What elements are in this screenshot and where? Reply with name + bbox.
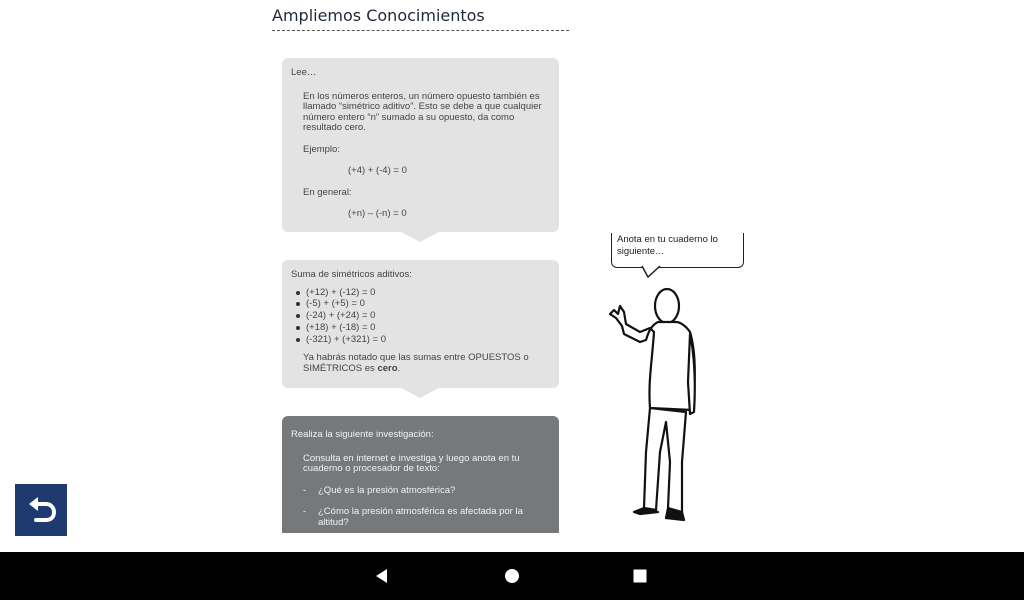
research-question-text: ¿Qué es la presión atmosférica? (318, 484, 456, 496)
general-formula: (+n) – (-n) = 0 (348, 208, 407, 219)
circle-home-icon (504, 568, 520, 584)
sum-list-item: (-5) + (+5) = 0 (296, 298, 550, 310)
sum-note-end: . (397, 362, 401, 374)
example-formula: (+4) + (-4) = 0 (348, 165, 407, 176)
sum-list (296, 287, 550, 346)
read-card-pointer (401, 232, 439, 242)
sum-card (282, 260, 559, 388)
nav-back-button[interactable] (358, 552, 406, 600)
page-title: Ampliemos Conocimientos (272, 6, 485, 25)
research-question-text: ¿Cómo la presión atmosférica es afectada por la altitud? (318, 506, 523, 528)
title-divider (272, 30, 569, 31)
sum-card-pointer (401, 388, 439, 398)
research-question (303, 507, 550, 528)
system-navigation-bar (0, 552, 1024, 600)
standing-person-illustration (600, 282, 710, 532)
sum-list-item: (-24) + (+24) = 0 (296, 310, 550, 322)
sum-note-text: Ya habrás notado que las sumas entre OPUESTOS o SIMÉTRICOS es (303, 352, 529, 374)
read-card-paragraph: En los números enteros, un número opuesto también es llamado “simétrico aditivo”. Esto se debe a que cualquier número entero “n” sumado a su opuesto, da como resultado cero. (303, 90, 542, 133)
read-card (282, 58, 559, 232)
square-recents-icon (632, 568, 648, 584)
speech-bubble-tail (640, 264, 664, 280)
nav-recents-button[interactable] (616, 552, 664, 600)
general-label: En general: (303, 186, 352, 198)
sum-list-item: (+12) + (-12) = 0 (296, 287, 550, 299)
triangle-back-icon (374, 568, 390, 584)
research-card (282, 416, 559, 533)
bullet-dash: - (303, 506, 307, 517)
bullet-dash: - (303, 484, 307, 496)
sum-card-note (303, 353, 550, 374)
research-question (303, 486, 550, 497)
research-card-paragraph: Consulta en internet e investiga y luego anota en tu cuaderno o procesador de texto: (303, 452, 520, 474)
sum-list-item: (+18) + (-18) = 0 (296, 322, 550, 334)
undo-arrow-icon (24, 493, 58, 527)
sum-card-title: Suma de simétricos aditivos: (291, 269, 412, 280)
sum-list-item: (-321) + (+321) = 0 (296, 334, 550, 346)
sum-note-bold: cero (377, 362, 398, 374)
speech-bubble-text: Anota en tu cuaderno lo siguiente… (617, 234, 718, 257)
back-button[interactable] (15, 484, 67, 536)
read-card-title: Lee… (291, 67, 317, 78)
example-label: Ejemplo: (303, 143, 340, 155)
research-card-title: Realiza la siguiente investigación: (291, 429, 434, 440)
nav-home-button[interactable] (488, 552, 536, 600)
